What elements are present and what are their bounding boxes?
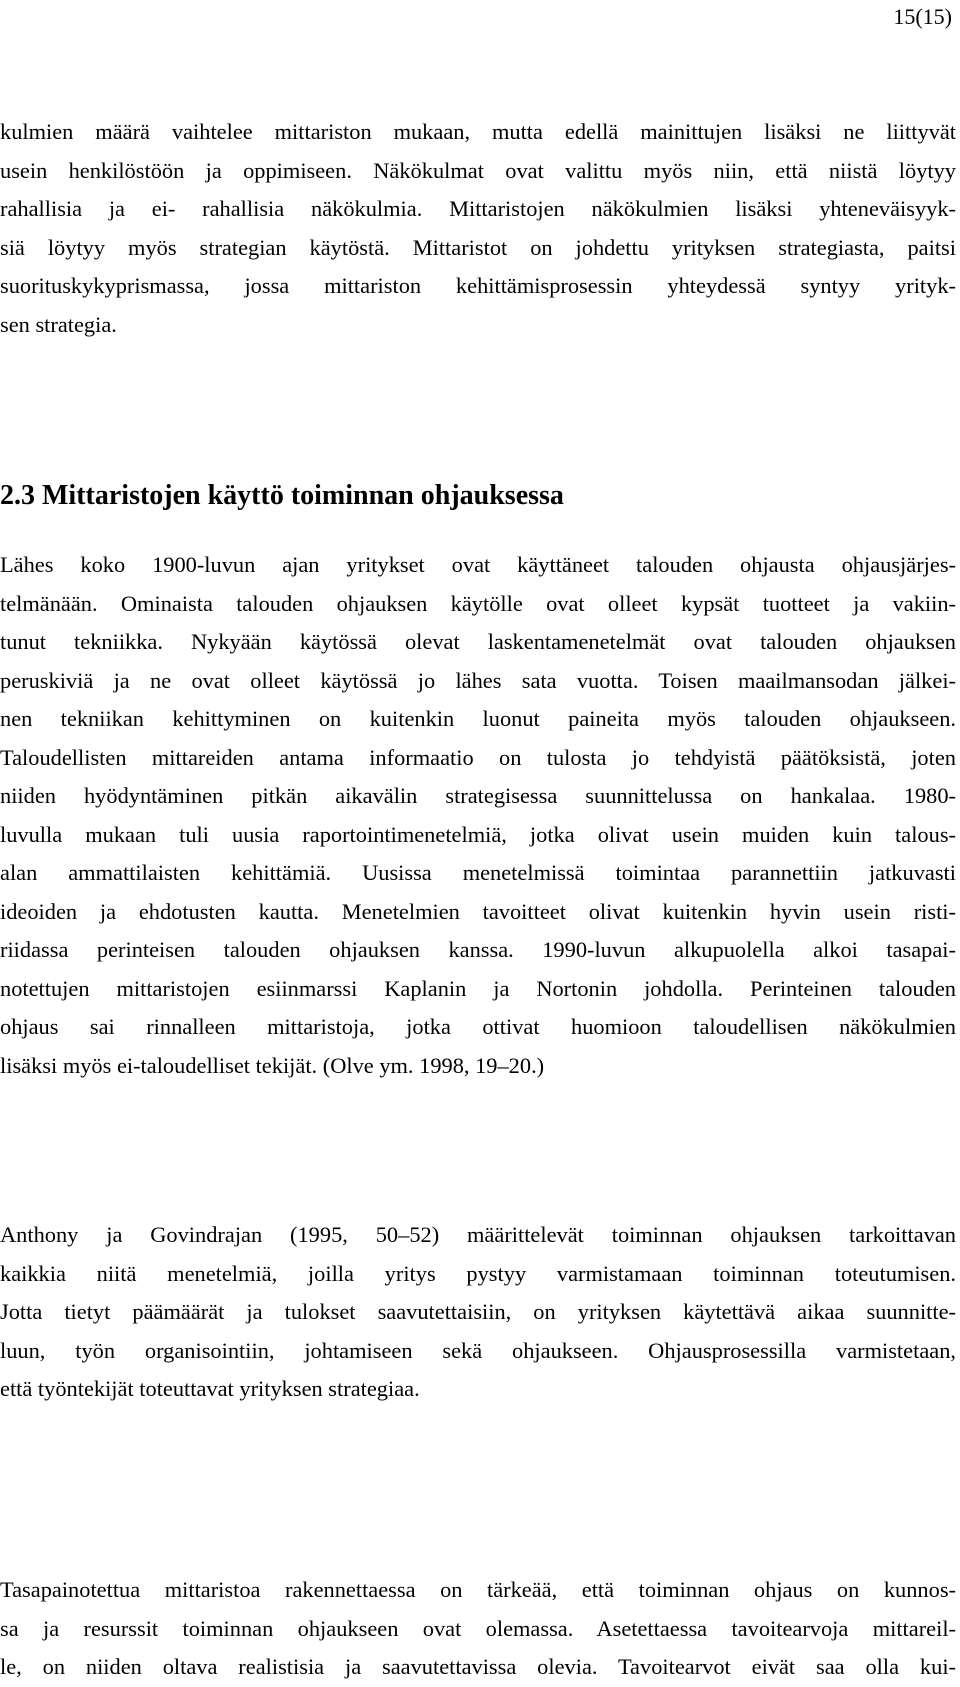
text-line: riidassa perinteisen talouden ohjauksen kanssa. 1990-luvun alkupuolella alkoi tasapai- [0,937,956,962]
text-line: siä löytyy myös strategian käytöstä. Mittaristot on johdettu yrityksen strategiasta, paitsi [0,234,956,260]
text-line: Taloudellisten mittareiden antama informaatio on tulosta jo tehdyistä päätöksistä, joten [0,744,956,770]
text-line: sen strategia. [0,311,117,337]
text-line: peruskiviä ja ne ovat olleet käytössä jo lähes sata vuotta. Toisen maailmansodan jälkei- [0,667,956,693]
text-line: Tasapainotettua mittaristoa rakennettaessa on tärkeää, että toiminnan ohjaus on kunnos- [0,1577,956,1602]
paragraph-1 [0,113,956,344]
paragraph-3 [0,1216,956,1409]
text-line: tunut tekniikka. Nykyään käytössä olevat laskentamenetelmät ovat talouden ohjauksen [0,629,956,654]
text-line: että työntekijät toteuttavat yrityksen strategiaa. [0,1376,420,1401]
text-line: rahallisia ja ei- rahallisia näkökulmia. Mittaristojen näkökulmien lisäksi yhteneväisyyk- [0,196,956,221]
text-line: usein henkilöstöön ja oppimiseen. Näkökulmat ovat valittu myös niin, että niistä löytyy [0,157,956,183]
paragraph-4 [0,1571,956,1687]
text-line: le, on niiden oltava realistisia ja saavutettavissa olevia. Tavoitearvot eivät saa olla kui- [0,1654,956,1679]
text-line: notettujen mittaristojen esiinmarssi Kaplanin ja Nortonin johdolla. Perinteinen talouden [0,975,956,1001]
text-line: alan ammattilaisten kehittämiä. Uusissa menetelmissä toimintaa parannettiin jatkuvasti [0,860,956,885]
text-line: suorituskykyprismassa, jossa mittariston kehittämisprosessin yhteydessä syntyy yrityk- [0,273,956,298]
text-line: kulmien määrä vaihtelee mittariston mukaan, mutta edellä mainittujen lisäksi ne liittyvät [0,119,956,144]
text-line: nen tekniikan kehittyminen on kuitenkin luonut paineita myös talouden ohjaukseen. [0,706,956,731]
text-line: lisäksi myös ei-taloudelliset tekijät. (Olve ym. 1998, 19–20.) [0,1052,545,1078]
text-line: luvulla mukaan tuli uusia raportointimenetelmiä, jotka olivat usein muiden kuin talous- [0,821,956,847]
text-line: Anthony ja Govindrajan (1995, 50–52) määrittelevät toiminnan ohjauksen tarkoittavan [0,1222,956,1247]
section-heading: 2.3 Mittaristojen käyttö toiminnan ohjauksessa [0,480,564,511]
text-line: luun, työn organisointiin, johtamiseen sekä ohjaukseen. Ohjausprosessilla varmistetaan, [0,1337,956,1363]
text-line: niiden hyödyntäminen pitkän aikavälin strategisessa suunnittelussa on hankalaa. 1980- [0,783,956,808]
text-line: ideoiden ja ehdotusten kautta. Menetelmien tavoitteet olivat kuitenkin hyvin usein risti- [0,898,956,924]
text-line: ohjaus sai rinnalleen mittaristoja, jotka ottivat huomioon taloudellisen näkökulmien [0,1014,956,1039]
text-line: sa ja resurssit toiminnan ohjaukseen ovat olemassa. Asetettaessa tavoitearvoja mittareil- [0,1615,956,1641]
text-line: telmänään. Ominaista talouden ohjauksen käytölle ovat olleet kypsät tuotteet ja vakiin- [0,590,956,616]
text-line: Lähes koko 1900-luvun ajan yritykset ovat käyttäneet talouden ohjausta ohjausjärjes- [0,552,956,577]
text-line: Jotta tietyt päämäärät ja tulokset saavutettaisiin, on yrityksen käytettävä aikaa suunnitte- [0,1299,956,1324]
page-number: 15(15) [893,4,952,29]
text-line: kaikkia niitä menetelmiä, joilla yritys pystyy varmistamaan toiminnan toteutumisen. [0,1260,956,1286]
paragraph-2 [0,546,956,1085]
